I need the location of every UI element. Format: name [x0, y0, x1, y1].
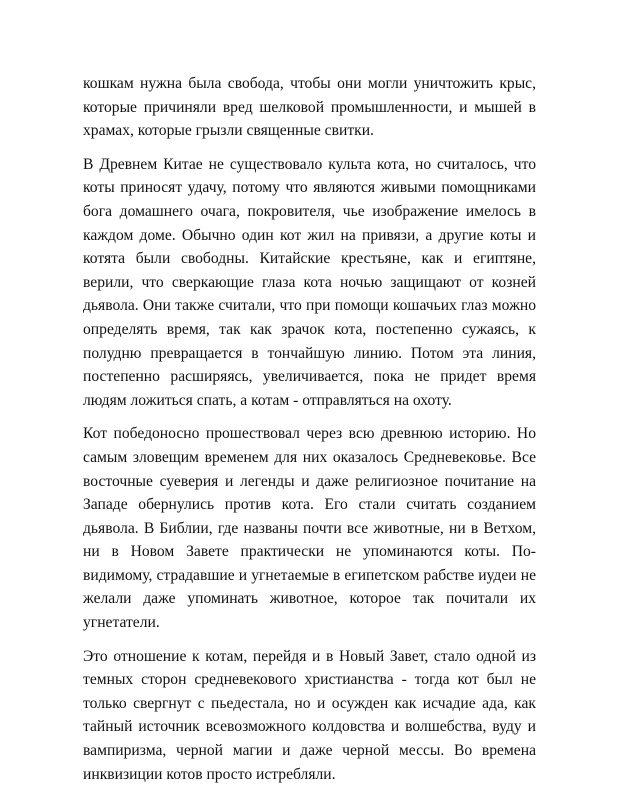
paragraph-1: кошкам нужна была свобода, чтобы они могли уничтожить крыс, которые причиняли вред шелковой промышленности, и мышей в храмах, которые грызли священные свитки.	[83, 75, 536, 140]
document-page	[83, 72, 536, 796]
paragraph-3: Кот победоносно прошествовал через всю древнюю историю. Но самым зловещим временем для них оказалось Средневековье. Все восточные суеверия и легенды и даже религиозное почитание на Западе обернулись против кота. Его стали считать созданием дьявола. В Библии, где названы почти все животные, ни в Ветхом, ни в Новом Завете практически не упоминаются коты. По-видимому, страдавшие и угнетаемые в египетском рабстве иудеи не желали даже упоминать животное, которое так почитали их угнетатели.	[83, 425, 536, 632]
paragraph-2: В Древнем Китае не существовало культа кота, но считалось, что коты приносят удачу, потому что являются живыми помощниками бога домашнего очага, покровителя, чье изображение имелось в каждом доме. Обычно один кот жил на привязи, а другие коты и котята были свободны. Китайские крестьяне, как и египтяне, верили, что сверкающие глаза кота ночью защищают от козней дьявола. Они также считали, что при помощи кошачьих глаз можно определять время, так как зрачок кота, постепенно сужаясь, к полудню превращается в тончайшую линию. Потом эта линия, постепенно расширяясь, увеличивается, пока не придет время людям ложиться спать, а котам - отправляться на охоту.	[83, 155, 536, 409]
paragraph-4: Это отношение к котам, перейдя и в Новый Завет, стало одной из темных сторон средневекового христианства - тогда кот был не только свергнут с пьедестала, но и осужден как исчадие ада, как тайный источник всевозможного колдовства и волшебства, вуду и вампиризма, черной магии и даже черной мессы. Во времена инквизиции котов просто истребляли.	[83, 647, 536, 783]
